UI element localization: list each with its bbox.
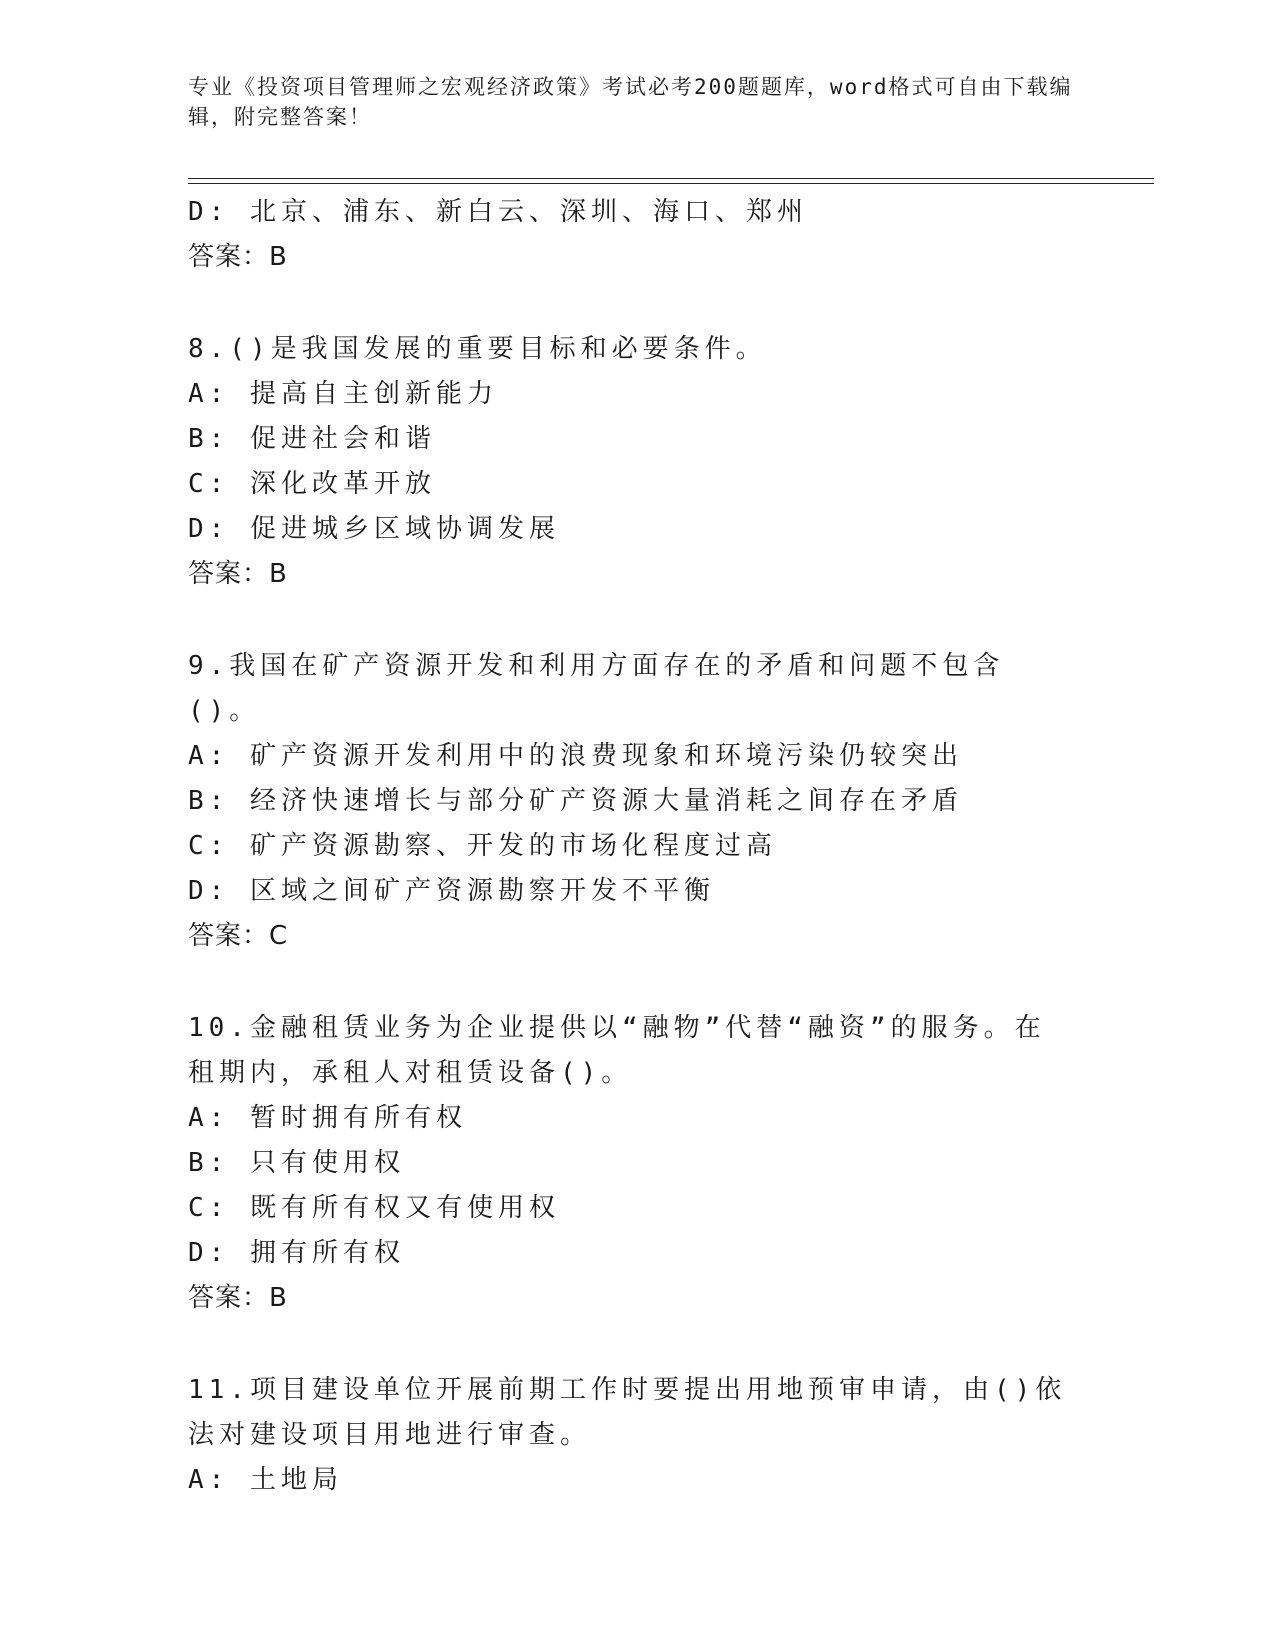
question-10: [188, 1006, 1088, 1321]
option-a: A: 提高自主创新能力: [188, 379, 498, 409]
option-d: D: 促进城乡区域协调发展: [188, 514, 560, 544]
document-body: [188, 190, 1088, 1503]
option-b: B: 促进社会和谐: [188, 424, 436, 454]
question-9: [188, 644, 1088, 959]
option-d: D: 区域之间矿产资源勘察开发不平衡: [188, 876, 715, 906]
document-header: 专业《投资项目管理师之宏观经济政策》考试必考200题题库，word格式可自由下载编辑，附完整答案！: [188, 75, 1073, 129]
option-c: C: 深化改革开放: [188, 469, 436, 499]
answer-label: 答案：B: [188, 559, 288, 589]
question-text: 10.金融租赁业务为企业提供以“融物”代替“融资”的服务。在租期内，承租人对租赁设备()。: [188, 1013, 1046, 1088]
question-text: 11.项目建设单位开展前期工作时要提出用地预审申请，由()依法对建设项目用地进行审查。: [188, 1375, 1067, 1450]
option-c: C: 矿产资源勘察、开发的市场化程度过高: [188, 831, 777, 861]
option-a: A: 土地局: [188, 1465, 343, 1495]
option-c: C: 既有所有权又有使用权: [188, 1193, 560, 1223]
question-8: [188, 327, 1088, 597]
option-a: A: 矿产资源开发利用中的浪费现象和环境污染仍较突出: [188, 741, 963, 771]
option-d: D: 拥有所有权: [188, 1238, 405, 1268]
question-7-tail: [188, 190, 1088, 280]
header-divider: [188, 178, 1154, 184]
option-b: B: 经济快速增长与部分矿产资源大量消耗之间存在矛盾: [188, 786, 963, 816]
question-11: [188, 1368, 1088, 1503]
answer-label: 答案：B: [188, 1283, 288, 1313]
answer-label: 答案：B: [188, 242, 288, 272]
option-a: A: 暂时拥有所有权: [188, 1103, 467, 1133]
answer-label: 答案：C: [188, 921, 289, 951]
question-text: 9.我国在矿产资源开发和利用方面存在的矛盾和问题不包含()。: [188, 651, 1005, 726]
option-d: D: 北京、浦东、新白云、深圳、海口、郑州: [188, 197, 808, 227]
option-b: B: 只有使用权: [188, 1148, 405, 1178]
question-text: 8.()是我国发展的重要目标和必要条件。: [188, 334, 767, 364]
